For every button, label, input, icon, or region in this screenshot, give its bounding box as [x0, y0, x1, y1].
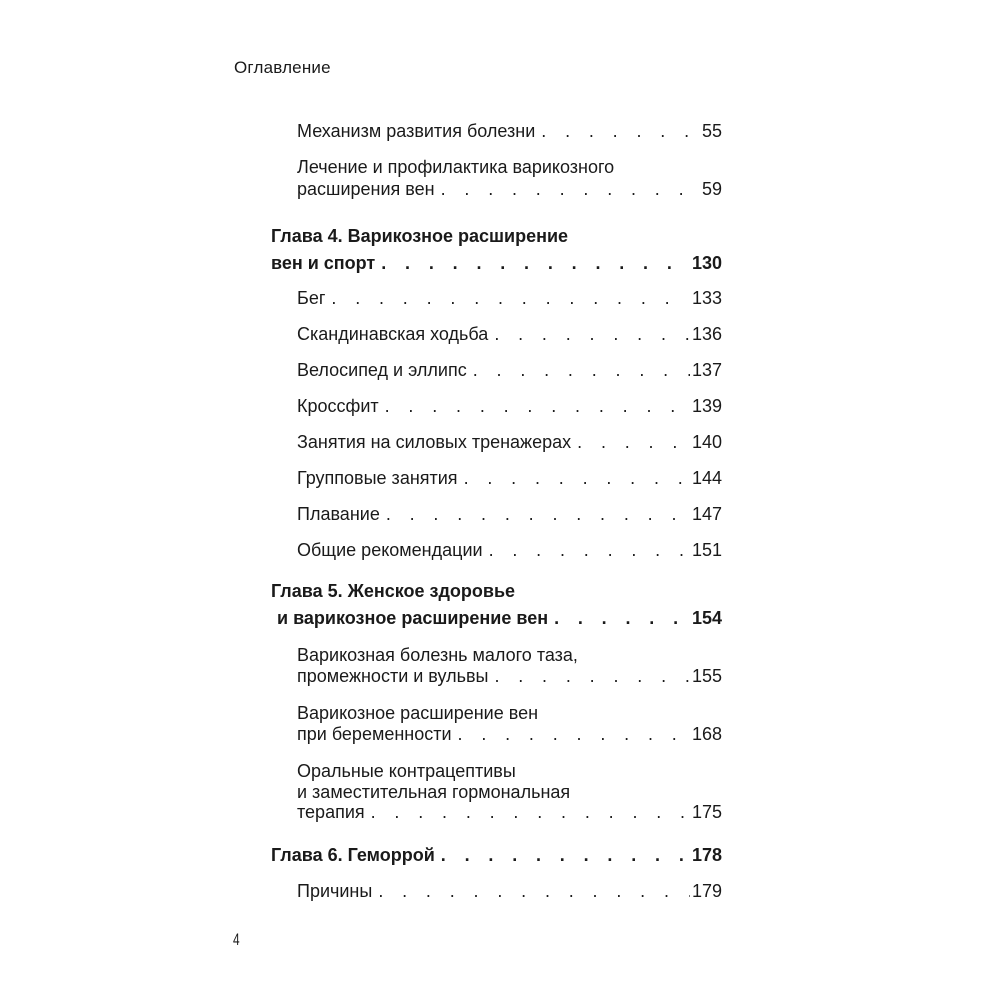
- toc-entry-page: 139: [691, 396, 722, 416]
- running-header: Оглавление: [234, 58, 331, 77]
- toc-entry-title: терапия: [297, 802, 365, 822]
- toc-entry-title: Скандинавская ходьба: [297, 324, 489, 344]
- toc-entry: [297, 540, 722, 561]
- toc-entry-page: 144: [691, 468, 722, 488]
- dot-leader: [554, 608, 690, 629]
- dot-leader: [464, 468, 690, 489]
- toc-entry-title: Причины: [297, 881, 373, 901]
- toc-entry-title: Занятия на силовых тренажерах: [297, 432, 572, 452]
- toc-entry-title: Варикозное расширение вен: [297, 703, 539, 723]
- toc-entry-page: 151: [691, 540, 722, 560]
- dot-leader: [441, 845, 690, 866]
- toc-entry-title: Групповые занятия: [297, 468, 458, 488]
- toc-entry-page: 147: [691, 504, 722, 524]
- toc-entry-title: и заместительная гормональная: [297, 782, 571, 802]
- toc-entry-title: Оральные контрацептивы: [297, 761, 516, 781]
- toc-entry-page: 155: [691, 666, 722, 686]
- dot-leader: [385, 396, 690, 417]
- toc-entry-page: 55: [701, 121, 722, 141]
- page-number: 4: [233, 930, 240, 949]
- toc-entry-page: 59: [701, 179, 722, 199]
- dot-leader: [494, 666, 690, 687]
- toc-entry-title-line: [297, 782, 722, 803]
- chapter-title: Глава 5. Женское здоровье: [271, 581, 516, 601]
- chapter-title: Глава 6. Геморрой: [271, 845, 435, 865]
- toc-entry-title: Общие рекомендации: [297, 540, 483, 560]
- toc-entry-title: Бег: [297, 288, 326, 308]
- toc-entry-title: Варикозная болезнь малого таза,: [297, 645, 578, 665]
- toc-entry-page: 133: [691, 288, 722, 308]
- toc-entry: [297, 288, 722, 309]
- toc-entry: [297, 504, 722, 525]
- dot-leader: [381, 253, 690, 274]
- toc-entry-title: при беременности: [297, 724, 452, 744]
- toc-entry-title-line: [297, 703, 722, 724]
- toc-entry: [297, 324, 722, 345]
- toc-entry: [297, 121, 722, 142]
- toc-entry-title-line: [297, 761, 722, 782]
- toc-entry: [297, 724, 722, 745]
- toc-entry-title: Лечение и профилактика варикозного: [297, 157, 615, 177]
- dot-leader: [331, 288, 690, 309]
- toc-entry-title: Кроссфит: [297, 396, 379, 416]
- toc-entry-page: 136: [691, 324, 722, 344]
- toc-entry-title-line: [297, 645, 722, 666]
- dot-leader: [371, 802, 690, 823]
- dot-leader: [378, 881, 690, 902]
- toc-entry-title: расширения вен: [297, 179, 435, 199]
- toc-entry-title: промежности и вульвы: [297, 666, 489, 686]
- toc-entry: [297, 468, 722, 489]
- toc-entry: [297, 666, 722, 687]
- toc-entry-page: 175: [691, 802, 722, 822]
- toc-entry-page: 137: [691, 360, 722, 380]
- toc-entry: [297, 432, 722, 453]
- dot-leader: [577, 432, 690, 453]
- toc-entry: [297, 802, 722, 823]
- chapter-title: Глава 4. Варикозное расширение: [271, 226, 569, 246]
- chapter-entry: [271, 253, 722, 274]
- toc-entry: [297, 360, 722, 381]
- chapter-title-line: [271, 226, 722, 247]
- dot-leader: [473, 360, 690, 381]
- chapter-page: 178: [691, 845, 722, 865]
- dot-leader: [489, 540, 690, 561]
- dot-leader: [386, 504, 690, 525]
- toc-entry-title-line: [297, 157, 722, 178]
- chapter-title: и варикозное расширение вен: [277, 608, 549, 628]
- chapter-entry: [277, 608, 722, 629]
- toc-entry: [297, 881, 722, 902]
- chapter-title: вен и спорт: [271, 253, 376, 273]
- toc-entry-page: 140: [691, 432, 722, 452]
- chapter-title-line: [271, 581, 722, 602]
- chapter-page: 154: [691, 608, 722, 628]
- dot-leader: [541, 121, 700, 142]
- toc-entry: [297, 179, 722, 200]
- toc-entry-title: Велосипед и эллипс: [297, 360, 467, 380]
- toc-entry-page: 179: [691, 881, 722, 901]
- dot-leader: [458, 724, 690, 745]
- chapter-page: 130: [691, 253, 722, 273]
- chapter-entry: [271, 845, 722, 866]
- toc-entry-page: 168: [691, 724, 722, 744]
- toc-entry-title: Плавание: [297, 504, 380, 524]
- dot-leader: [441, 179, 700, 200]
- toc-entry-title: Механизм развития болезни: [297, 121, 536, 141]
- toc-entry: [297, 396, 722, 417]
- dot-leader: [494, 324, 690, 345]
